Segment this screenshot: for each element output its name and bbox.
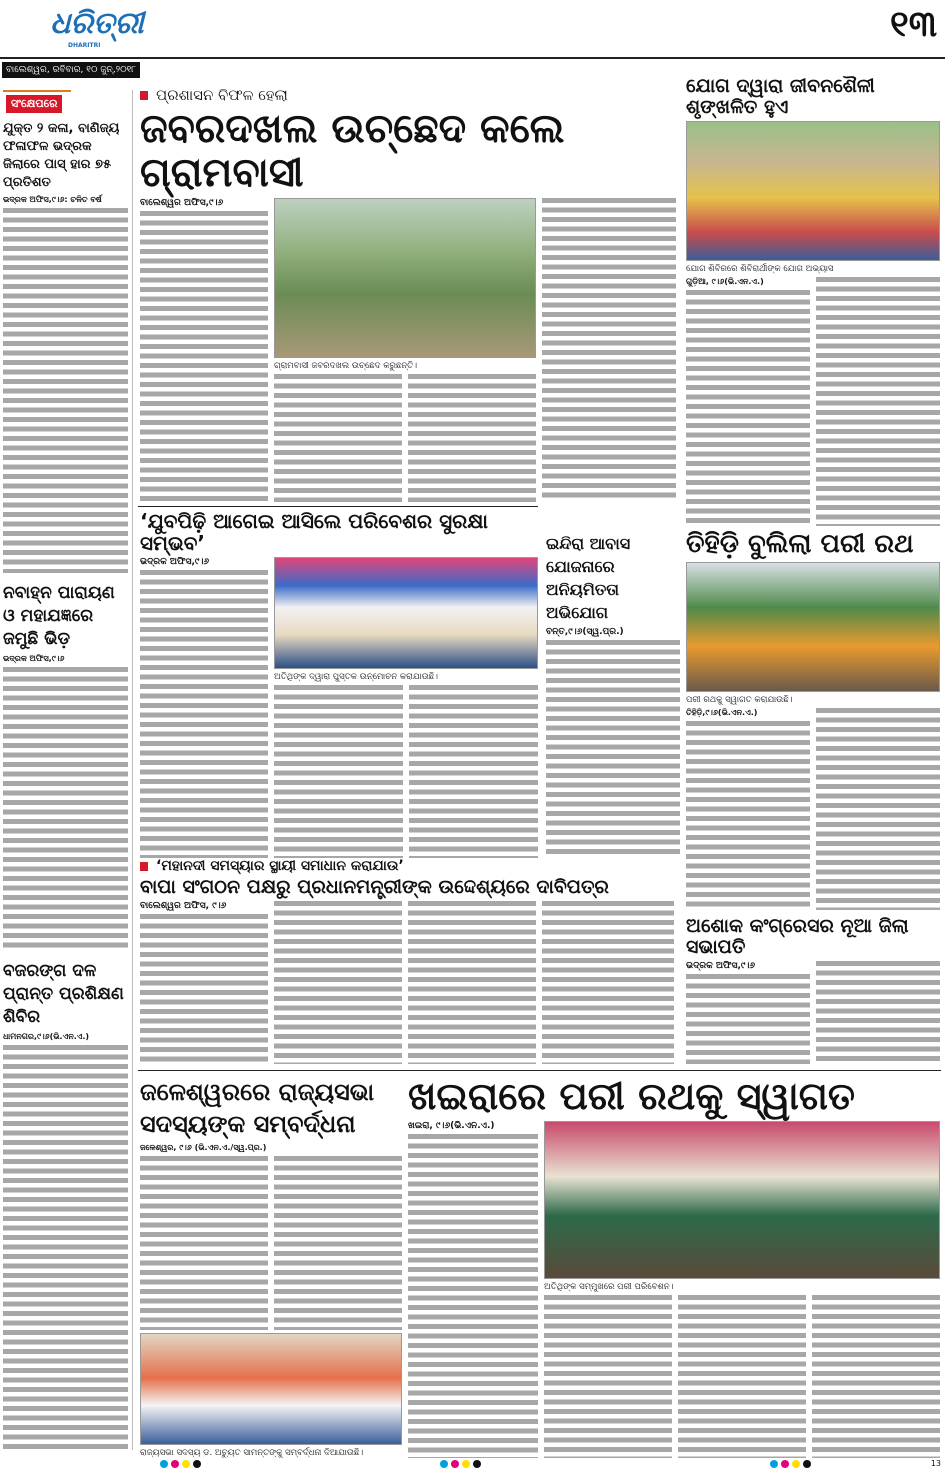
brief-body: [3, 667, 128, 951]
brief-label: ସଂକ୍ଷେପରେ: [6, 95, 62, 113]
yoga-dateline: ଗୁଡ଼ିଆ, ୯।୬(ଭି.ଏନ.ଏ.): [686, 276, 764, 286]
pari-photo: [686, 562, 940, 692]
lead-headline: ଜବରଦଖଲ ଉଚ୍ଛେଦ କଲେ ଗ୍ରାମବାସୀ: [140, 106, 565, 196]
khaira-body: [544, 1295, 672, 1458]
youth-headline: ‘ଯୁବପିଢ଼ି ଆଗେଇ ଆସିଲେ ପରିବେଶର ସୁରକ୍ଷା ସମ୍ଭବ’: [140, 509, 488, 555]
pari-body: [686, 721, 810, 910]
kicker-bullet: [140, 862, 148, 871]
jaleswar-caption: ରାଜ୍ୟସଭା ସଦସ୍ୟ ଡ. ଅଚ୍ୟୁତ ସାମନ୍ତଙ୍କୁ ସମ୍ବର୍ଦ୍ଧନା ଦିଆଯାଉଛି।: [140, 1448, 364, 1458]
jaleswar-dateline: ଜଳେଶ୍ୱର, ୯।୬ (ଭି.ଏନ.ଏ./ସ୍ୱ.ପ୍ର.): [140, 1143, 267, 1152]
dateline-bar: ବାଲେଶ୍ୱର, ରବିବାର, ୧୦ ଜୁନ୍,୨୦୧୮: [2, 62, 140, 78]
lead-body: [542, 198, 676, 502]
ashok-body: [686, 974, 810, 1064]
youth-story: [140, 510, 538, 858]
khaira-caption: ଅତିଥିଙ୍କ ସମ୍ମୁଖରେ ପରୀ ପରିବେଶନ।: [544, 1281, 674, 1292]
registration-marks: [440, 1460, 481, 1468]
indira-story: [546, 532, 680, 854]
khaira-dateline: ଖଇରା, ୯।୬(ଭି.ଏନ.ଏ.): [408, 1120, 495, 1131]
jaleswar-headline: ଜଳେଶ୍ୱରରେ ରାଜ୍ୟସଭା ସଦସ୍ୟଙ୍କ ସମ୍ବର୍ଦ୍ଧନା: [140, 1078, 375, 1138]
indira-dateline: ବନ୍ତ,୯।୬(ସ୍ୱ.ପ୍ର.): [546, 627, 624, 637]
lead-dateline: ବାଲେଶ୍ୱର ଅଫିସ,୯।୬: [140, 198, 224, 208]
lead-body: [274, 374, 402, 502]
ashok-story: [686, 916, 940, 1064]
indira-headline: ଇନ୍ଦିରା ଆବାସ ଯୋଜନାରେ ଅନିୟମିତତା ଅଭିଯୋଗ: [546, 534, 631, 622]
youth-dateline: ଭଦ୍ରକ ଅଫିସ,୯।୬: [140, 557, 210, 567]
kicker-bullet: [140, 91, 148, 100]
ashok-headline: ଅଶୋକ କଂଗ୍ରେସର ନୂଆ ଜିଲା ସଭାପତି: [686, 915, 909, 958]
ashok-dateline: ଭଦ୍ରକ ଅଫିସ,୯।୬: [686, 960, 756, 971]
bapa-body: [274, 901, 402, 1064]
lead-story: [140, 86, 678, 502]
brief-headline: ନବାହ୍ନ ପାରାୟଣ ଓ ମହାଯଜ୍ଞରେ ଜମୁଛି ଭିଡ଼: [3, 582, 115, 649]
jaleswar-photo: [140, 1333, 402, 1445]
brief-headline: ଯୁକ୍ତ ୨ କଳା, ବାଣିଜ୍ୟ ଫଳାଫଳ ଭଦ୍ରକ ଜିଲାରେ ପାସ୍ ହାର ୭୫ ପ୍ରତିଶତ: [3, 121, 120, 190]
section-rule: [138, 1070, 941, 1071]
pari-story: [686, 530, 940, 910]
bapa-body: [408, 901, 536, 1064]
bapa-headline: ବାପା ସଂଗଠନ ପକ୍ଷରୁ ପ୍ରଧାନମନ୍ତ୍ରୀଙ୍କ ଉଦ୍ଦେଶ୍ୟରେ ଦାବିପତ୍ର: [140, 876, 609, 898]
masthead-rule: [0, 57, 945, 59]
youth-body: [274, 685, 403, 858]
lead-caption: ଗ୍ରାମବାସୀ ଜବରଦଖଲ ଉଚ୍ଛେଦ କରୁଛନ୍ତି।: [274, 361, 418, 371]
pari-headline: ତିହିଡ଼ି ବୁଲିଲା ପରୀ ରଥ: [686, 529, 914, 559]
pari-body: [816, 708, 940, 910]
youth-photo: [274, 557, 538, 669]
yoga-story: [686, 76, 940, 526]
indira-body: [546, 640, 680, 854]
youth-caption: ଅତିଥିଙ୍କ ଦ୍ୱାରା ପୁସ୍ତକ ଉନ୍ମୋଚନ କରାଯାଉଛି।: [274, 672, 438, 682]
footer-page-number: 13: [930, 1459, 941, 1468]
lead-photo: [274, 198, 536, 358]
brief-headline: ବଜରଙ୍ଗ ଦଳ ପ୍ରାନ୍ତ ପ୍ରଶିକ୍ଷଣ ଶିବିର: [3, 960, 124, 1027]
lead-kicker: ପ୍ରଶାସନ ବିଫଳ ହେଲା: [156, 86, 288, 104]
jaleswar-body: [274, 1156, 402, 1330]
khaira-headline: ଖଇରାରେ ପରୀ ରଥକୁ ସ୍ୱାଗତ: [408, 1074, 856, 1118]
jaleswar-body: [140, 1156, 268, 1330]
column-divider: [132, 90, 133, 1450]
section-rule: [138, 506, 538, 507]
logo-text: ଧରିତ୍ରୀ: [50, 6, 144, 41]
khaira-body: [812, 1295, 940, 1458]
logo: [50, 6, 160, 54]
brief-body: [3, 208, 128, 573]
ashok-body: [816, 961, 940, 1064]
bapa-dateline: ବାଲେଶ୍ୱର ଅଫିସ, ୯।୬: [140, 900, 227, 911]
registration-marks: [160, 1460, 201, 1468]
pari-caption: ପରୀ ରଥକୁ ସ୍ୱାଗତ କରାଯାଉଛି।: [686, 694, 793, 705]
yoga-photo: [686, 121, 940, 261]
bapa-story: [140, 858, 680, 1064]
yoga-caption: ଯୋଗ ଶିବିରରେ ଶିବିରାର୍ଥୀଙ୍କ ଯୋଗ ଅଭ୍ୟାସ: [686, 263, 834, 274]
lead-body: [408, 374, 536, 502]
yoga-headline: ଯୋଗ ଦ୍ୱାରା ଜୀବନଶୈଳୀ ଶୃଙ୍ଖଳିତ ହୁଏ: [686, 75, 875, 118]
bapa-kicker: ‘ମହାନଦୀ ସମସ୍ୟାର ସ୍ଥାୟୀ ସମାଧାନ କରାଯାଉ’: [156, 858, 404, 874]
page-number: ୧୩: [889, 4, 937, 45]
khaira-story: [408, 1076, 940, 1458]
bapa-body: [542, 901, 674, 1064]
bapa-body: [140, 914, 268, 1064]
khaira-body: [678, 1295, 806, 1458]
brief-dateline: ଭଦ୍ରକ ଅଫିସ,୯।୬: ଚଳିତ ବର୍ଷ: [3, 195, 102, 204]
pari-dateline: ତିହିଡ଼ି,୯।୬(ଭି.ଏନ.ଏ.): [686, 707, 758, 717]
brief-body: [3, 1045, 128, 1450]
logo-subtitle: DHARITRI: [68, 42, 101, 49]
lead-body: [140, 211, 268, 502]
jaleswar-body: [408, 1134, 538, 1458]
brief-dateline: ଧାମନଗର,୯।୬(ଭି.ଏନ.ଏ.): [3, 1031, 90, 1041]
khaira-photo: [544, 1121, 940, 1279]
registration-marks: [770, 1460, 811, 1468]
yoga-body: [686, 290, 810, 526]
brief-column: [3, 90, 128, 1450]
youth-body: [409, 685, 538, 858]
youth-body: [140, 570, 268, 858]
jaleswar-story: [140, 1076, 402, 1458]
brief-dateline: ଭଦ୍ରକ ଅଫିସ,୯।୬: [3, 653, 65, 663]
yoga-body: [816, 277, 940, 526]
brief-rule: [3, 90, 71, 92]
